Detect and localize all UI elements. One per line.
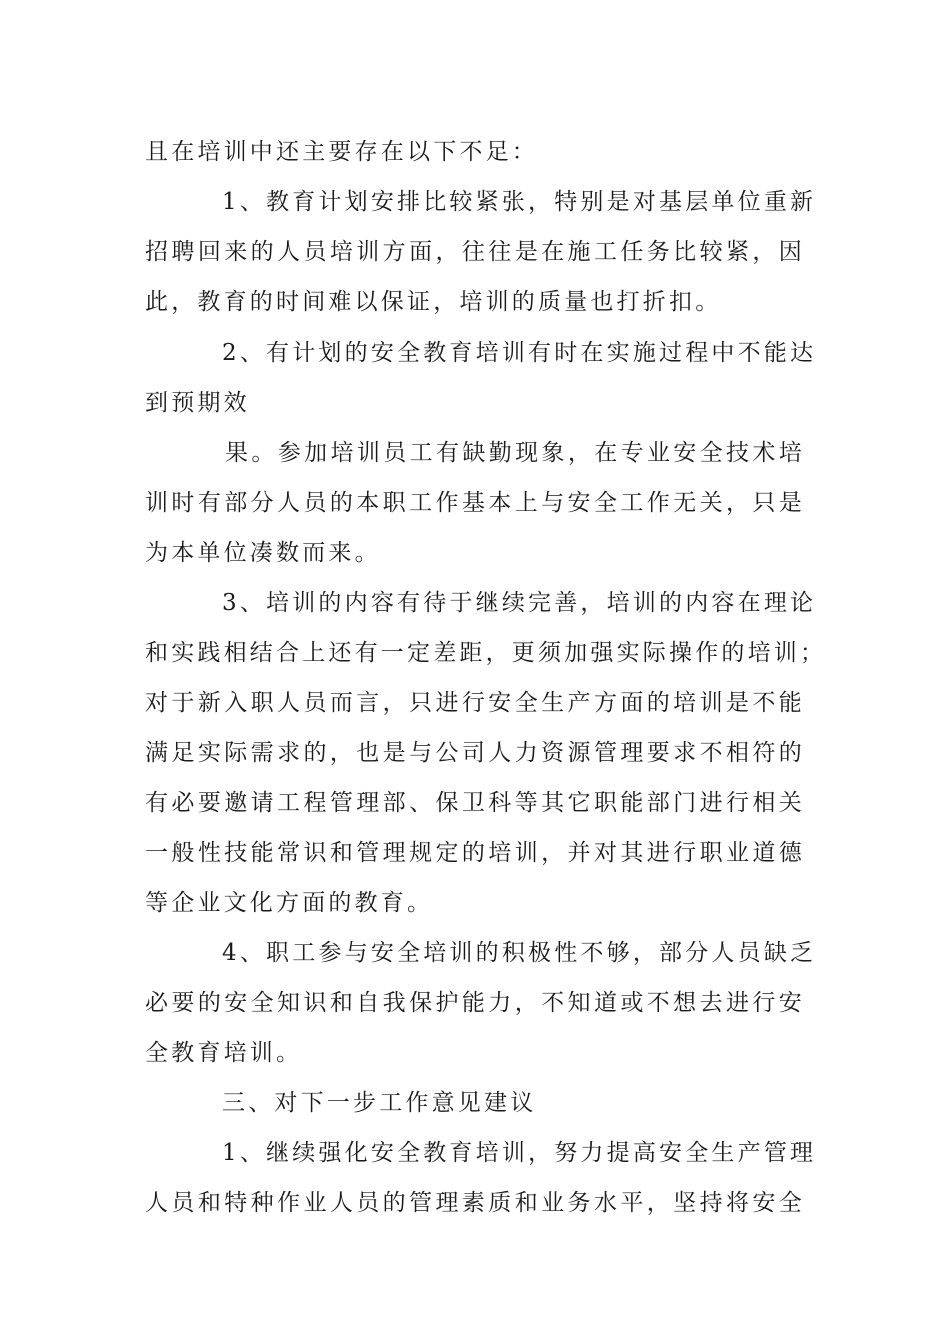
text-line: 4、职工参与安全培训的积极性不够，部分人员缺乏 xyxy=(222,940,817,966)
text-line: 一般性技能常识和管理规定的培训，并对其进行职业道德 xyxy=(145,840,805,866)
text-line: 为本单位凑数而来。 xyxy=(145,540,381,566)
text-line: 有必要邀请工程管理部、保卫科等其它职能部门进行相关 xyxy=(145,790,805,816)
text-line: 训时有部分人员的本职工作基本上与安全工作无关，只是 xyxy=(145,490,805,516)
text-line: 对于新入职人员而言，只进行安全生产方面的培训是不能 xyxy=(145,690,805,716)
text-line: 全教育培训。 xyxy=(145,1040,303,1066)
text-line: 2、有计划的安全教育培训有时在实施过程中不能达 xyxy=(222,340,817,366)
text-line: 此，教育的时间难以保证，培训的质量也打折扣。 xyxy=(145,289,722,315)
text-line: 果。参加培训员工有缺勤现象，在专业安全技术培 xyxy=(225,440,805,466)
text-line: 1、继续强化安全教育培训，努力提高安全生产管理 xyxy=(222,1140,817,1166)
text-line: 满足实际需求的，也是与公司人力资源管理要求不相符的 xyxy=(145,740,805,766)
text-line: 等企业文化方面的教育。 xyxy=(145,890,434,916)
text-line: 必要的安全知识和自我保护能力，不知道或不想去进行安 xyxy=(145,990,805,1016)
text-line: 人员和特种作业人员的管理素质和业务水平，坚持将安全 xyxy=(145,1190,805,1216)
text-line: 和实践相结合上还有一定差距，更须加强实际操作的培训； xyxy=(145,640,827,666)
text-line: 1、教育计划安排比较紧张，特别是对基层单位重新 xyxy=(222,189,817,215)
section-heading: 三、对下一步工作意见建议 xyxy=(222,1090,537,1116)
text-line: 3、培训的内容有待于继续完善，培训的内容在理论 xyxy=(222,590,817,616)
text-line: 到预期效 xyxy=(145,390,250,416)
text-line: 且在培训中还主要存在以下不足： xyxy=(145,139,538,165)
text-line: 招聘回来的人员培训方面，往往是在施工任务比较紧，因 xyxy=(145,239,805,265)
